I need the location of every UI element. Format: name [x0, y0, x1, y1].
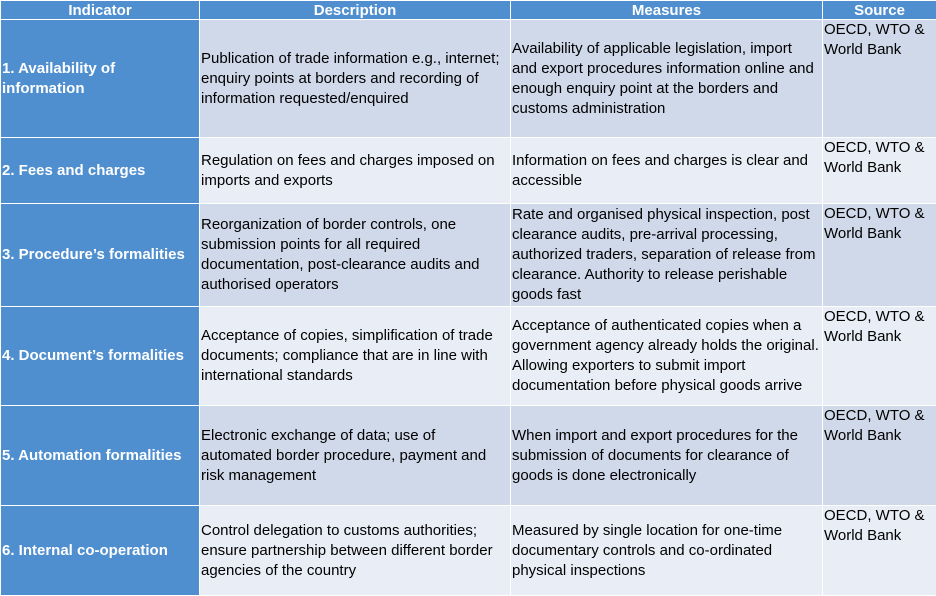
source-cell: OECD, WTO & World Bank	[823, 20, 936, 138]
indicator-cell: 3. Procedure’s formalities	[1, 204, 200, 307]
table-row	[1, 406, 936, 506]
table-row	[1, 506, 936, 596]
header-source: Source	[823, 1, 936, 20]
header-measures: Measures	[511, 1, 823, 20]
header-description: Description	[200, 1, 511, 20]
description-cell: Publication of trade information e.g., internet; enquiry points at borders and recording of information requested/enquired	[200, 20, 511, 138]
description-cell: Electronic exchange of data; use of automated border procedure, payment and risk management	[200, 406, 511, 506]
source-cell: OECD, WTO & World Bank	[823, 138, 936, 204]
indicator-cell: 2. Fees and charges	[1, 138, 200, 204]
measures-cell: Acceptance of authenticated copies when a government agency already holds the original. Allowing exporters to submit import documentation before physical goods arrive	[511, 307, 823, 406]
description-cell: Control delegation to customs authorities; ensure partnership between different border agencies of the country	[200, 506, 511, 596]
indicator-cell: 1. Availability of information	[1, 20, 200, 138]
description-cell: Reorganization of border controls, one submission points for all required documentation, post-clearance audits and authorised operators	[200, 204, 511, 307]
header-indicator: Indicator	[1, 1, 200, 20]
measures-cell: Rate and organised physical inspection, post clearance audits, pre-arrival processing, authorized traders, separation of release from clearance. Authority to release perishable goods fast	[511, 204, 823, 307]
source-cell: OECD, WTO & World Bank	[823, 506, 936, 596]
indicator-cell: 6. Internal co-operation	[1, 506, 200, 596]
table-row	[1, 20, 936, 138]
measures-cell: Availability of applicable legislation, import and export procedures information online and enough enquiry point at the borders and customs administration	[511, 20, 823, 138]
measures-cell: When import and export procedures for the submission of documents for clearance of goods is done electronically	[511, 406, 823, 506]
table-row	[1, 138, 936, 204]
table-row	[1, 307, 936, 406]
table-row	[1, 204, 936, 307]
measures-cell: Measured by single location for one-time documentary controls and co-ordinated physical inspections	[511, 506, 823, 596]
indicator-cell: 5. Automation formalities	[1, 406, 200, 506]
source-cell: OECD, WTO & World Bank	[823, 307, 936, 406]
header-row	[1, 1, 936, 20]
source-cell: OECD, WTO & World Bank	[823, 204, 936, 307]
description-cell: Regulation on fees and charges imposed on imports and exports	[200, 138, 511, 204]
source-cell: OECD, WTO & World Bank	[823, 406, 936, 506]
indicator-cell: 4. Document’s formalities	[1, 307, 200, 406]
description-cell: Acceptance of copies, simplification of trade documents; compliance that are in line with international standards	[200, 307, 511, 406]
measures-cell: Information on fees and charges is clear and accessible	[511, 138, 823, 204]
